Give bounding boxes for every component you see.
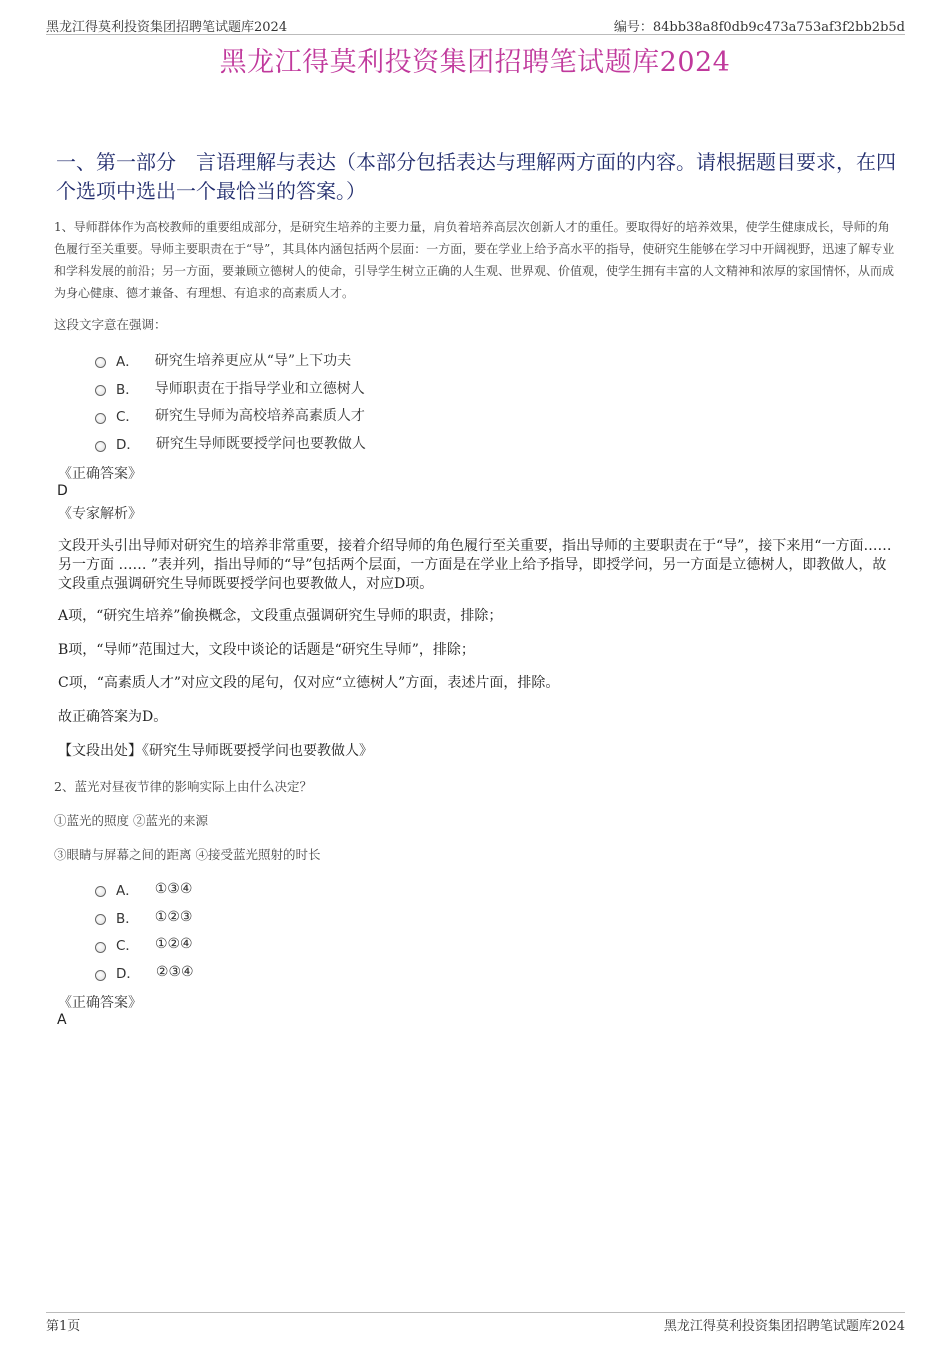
radio-button-icon[interactable] (95, 385, 106, 396)
radio-button-icon[interactable] (95, 942, 106, 953)
question-2-line-1: ①蓝光的照度 ②蓝光的来源 (54, 813, 208, 828)
q2-option-c[interactable]: C． ①②④ (95, 931, 194, 959)
page-number: 第1页 (46, 1319, 81, 1334)
q2-answer: A (57, 1012, 67, 1028)
q1-option-a[interactable]: A． 研究生培养更应从“导”上下功夫 (95, 346, 366, 374)
q2-option-b-text: ①②③ (154, 908, 193, 925)
q1-analysis-label: 《专家解析》 (58, 506, 142, 522)
question-2-stem: 2、蓝光对昼夜节律的影响实际上由什么决定？ (54, 779, 312, 794)
q2-option-b[interactable]: B． ①②③ (95, 903, 194, 931)
radio-button-icon[interactable] (95, 886, 106, 897)
q1-analysis-paragraph: B项，“导师”范围过大，文段中谈论的话题是“研究生导师”，排除； (58, 642, 475, 658)
radio-button-icon[interactable] (95, 413, 106, 424)
radio-button-icon[interactable] (95, 357, 106, 368)
q1-answer: D (57, 483, 68, 499)
radio-button-icon[interactable] (95, 970, 106, 981)
q2-option-c-text: ①②④ (154, 936, 193, 953)
document-title: 黑龙江得莫利投资集团招聘笔试题库2024 (219, 47, 731, 78)
q2-option-a[interactable]: A． ①③④ (95, 875, 194, 903)
q1-option-a-text: 研究生培养更应从“导”上下功夫 (154, 352, 352, 369)
q1-option-b-text: 导师职责在于指导学业和立德树人 (154, 380, 365, 397)
q1-option-c[interactable]: C． 研究生导师为高校培养高素质人才 (95, 402, 366, 430)
page-header (46, 14, 905, 35)
footer-right-text: 黑龙江得莫利投资集团招聘笔试题库2024 (663, 1319, 905, 1334)
q1-answer-label: 《正确答案》 (58, 466, 142, 482)
q1-analysis-paragraph: 文段开头引出导师对研究生的培养非常重要，接着介绍导师的角色履行至关重要，指出导师的主要职责在于“导”，接下来用“一方面……另一方面 …… ”表并列，指出导师的“导”包括两个层面，一方面是在学业上给予指导，即授学问，另一方面是立德树人，即教做人，故文段重点强调研究生导师既要授学问也要教做人，对应D项。 (58, 538, 892, 592)
q1-analysis-paragraph: A项，“研究生培养”偷换概念，文段重点强调研究生导师的职责，排除； (58, 608, 503, 624)
q1-option-d[interactable]: D． 研究生导师既要授学问也要教做人 (95, 429, 366, 457)
q1-option-b[interactable]: B． 导师职责在于指导学业和立德树人 (95, 374, 366, 402)
section-title: 一、第一部分 言语理解与表达（本部分包括表达与理解两方面的内容。请根据题目要求，在四个选项中选出一个最恰当的答案。） (56, 150, 896, 203)
q2-answer-label: 《正确答案》 (58, 995, 142, 1011)
radio-button-icon[interactable] (95, 914, 106, 925)
header-left-text: 黑龙江得莫利投资集团招聘笔试题库2024 (46, 20, 288, 35)
question-1-options (95, 346, 366, 457)
q1-option-d-text: 研究生导师既要授学问也要教做人 (155, 436, 366, 453)
q1-option-c-text: 研究生导师为高校培养高素质人才 (154, 408, 365, 425)
question-2-line-2: ③眼睛与屏幕之间的距离 ④接受蓝光照射的时长 (54, 847, 321, 862)
question-2-options (95, 875, 194, 986)
question-1-stem: 1、导师群体作为高校教师的重要组成部分，是研究生培养的主要力量，肩负着培养高层次创新人才的重任。要取得好的培养效果，使学生健康成长，导师的角色履行至关重要。导师主要职责在于“导”，其具体内涵包括两个层面：一方面，要在学业上给予高水平的指导，使研究生能够在学习中开阔视野，迅速了解专业和学科发展的前沿；另一方面，要兼顾立德树人的使命，引导学生树立正确的人生观、世界观、价值观，使学生拥有丰富的人文精神和浓厚的家国情怀，从而成为身心健康、德才兼备、有理想、有追求的高素质人才。 (54, 220, 895, 300)
question-1-prompt: 这段文字意在强调： (54, 317, 167, 332)
radio-button-icon[interactable] (95, 441, 106, 452)
page-footer (46, 1312, 905, 1333)
q2-option-d[interactable]: D． ②③④ (95, 958, 194, 986)
header-document-id: 编号：84bb38a8f0db9c473a753af3f2bb2b5d (613, 20, 905, 35)
q2-option-a-text: ①③④ (154, 880, 193, 897)
q1-analysis-paragraph: C项，“高素质人才”对应文段的尾句，仅对应“立德树人”方面，表述片面，排除。 (58, 675, 560, 691)
q1-source: 【文段出处】《研究生导师既要授学问也要教做人》 (58, 743, 373, 759)
q1-analysis-paragraph: 故正确答案为D。 (58, 709, 168, 725)
q2-option-d-text: ②③④ (155, 964, 194, 981)
